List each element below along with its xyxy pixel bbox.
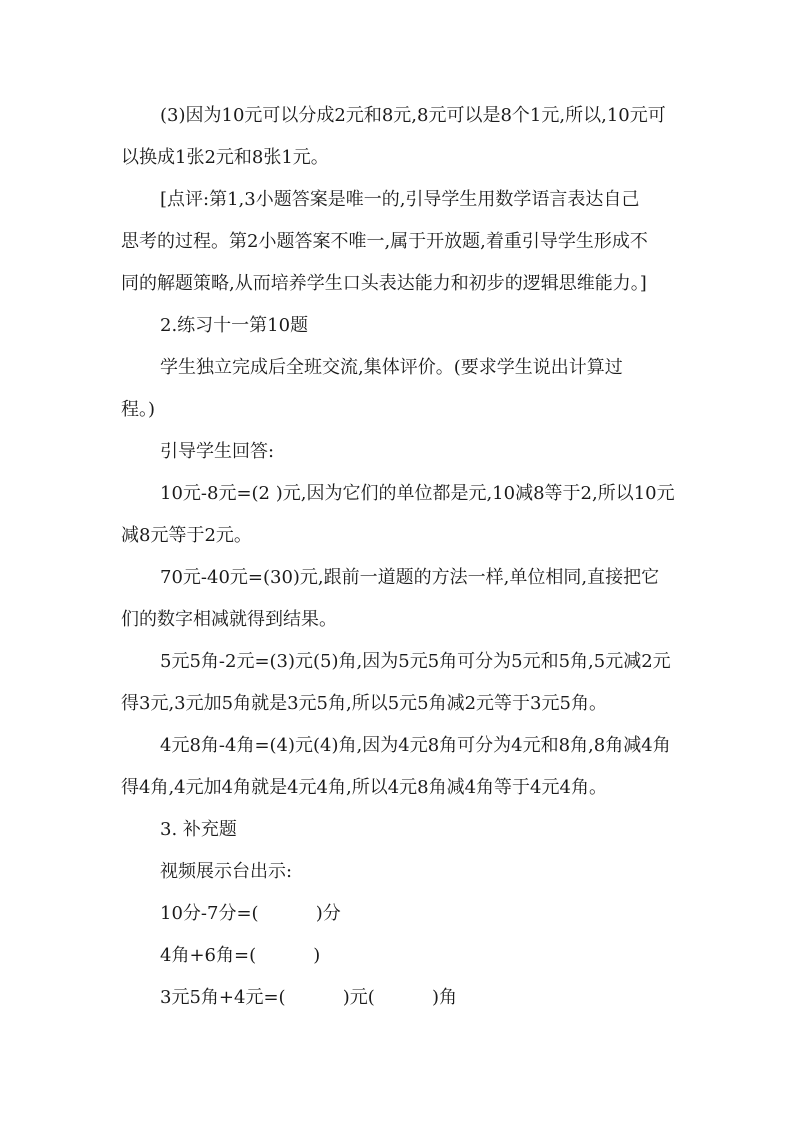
exercise-item-2: 4角+6角=( ) — [160, 945, 321, 966]
guide-answer-label: 引导学生回答: — [160, 441, 275, 462]
example-4-line-2: 得4角,4元加4角就是4元4角,所以4元8角减4角等于4元4角。 — [121, 777, 607, 798]
commentary-line-3: 同的解题策略,从而培养学生口头表达能力和初步的逻辑思维能力。] — [121, 273, 647, 294]
exercise-item-3: 3元5角+4元=( )元( )角 — [160, 987, 458, 1008]
example-2-line-2: 们的数字相减就得到结果。 — [121, 609, 337, 630]
instruction-line-2: 程。) — [121, 399, 156, 420]
commentary-line-2: 思考的过程。第2小题答案不唯一,属于开放题,着重引导学生形成不 — [121, 231, 648, 252]
example-4-line-1: 4元8角-4角=(4)元(4)角,因为4元8角可分为4元和8角,8角减4角 — [160, 735, 671, 756]
example-3-line-1: 5元5角-2元=(3)元(5)角,因为5元5角可分为5元和5角,5元减2元 — [160, 651, 671, 672]
paragraph-answer-3-line-1: (3)因为10元可以分成2元和8元,8元可以是8个1元,所以,10元可 — [160, 105, 666, 126]
example-1-line-2: 减8元等于2元。 — [121, 525, 252, 546]
commentary-line-1: [点评:第1,3小题答案是唯一的,引导学生用数学语言表达自己 — [160, 189, 640, 210]
example-2-line-1: 70元-40元=(30)元,跟前一道题的方法一样,单位相同,直接把它 — [160, 567, 660, 588]
example-3-line-2: 得3元,3元加5角就是3元5角,所以5元5角减2元等于3元5角。 — [121, 693, 607, 714]
section-heading-exercise: 2.练习十一第10题 — [160, 315, 309, 336]
exercise-item-1: 10分-7分=( )分 — [160, 903, 341, 924]
section-heading-supplement: 3. 补充题 — [160, 819, 237, 840]
display-label: 视频展示台出示: — [160, 861, 293, 882]
paragraph-answer-3-line-2: 以换成1张2元和8张1元。 — [121, 147, 329, 168]
example-1-line-1: 10元-8元=(2 )元,因为它们的单位都是元,10减8等于2,所以10元 — [160, 483, 675, 504]
instruction-line-1: 学生独立完成后全班交流,集体评价。(要求学生说出计算过 — [160, 357, 623, 378]
